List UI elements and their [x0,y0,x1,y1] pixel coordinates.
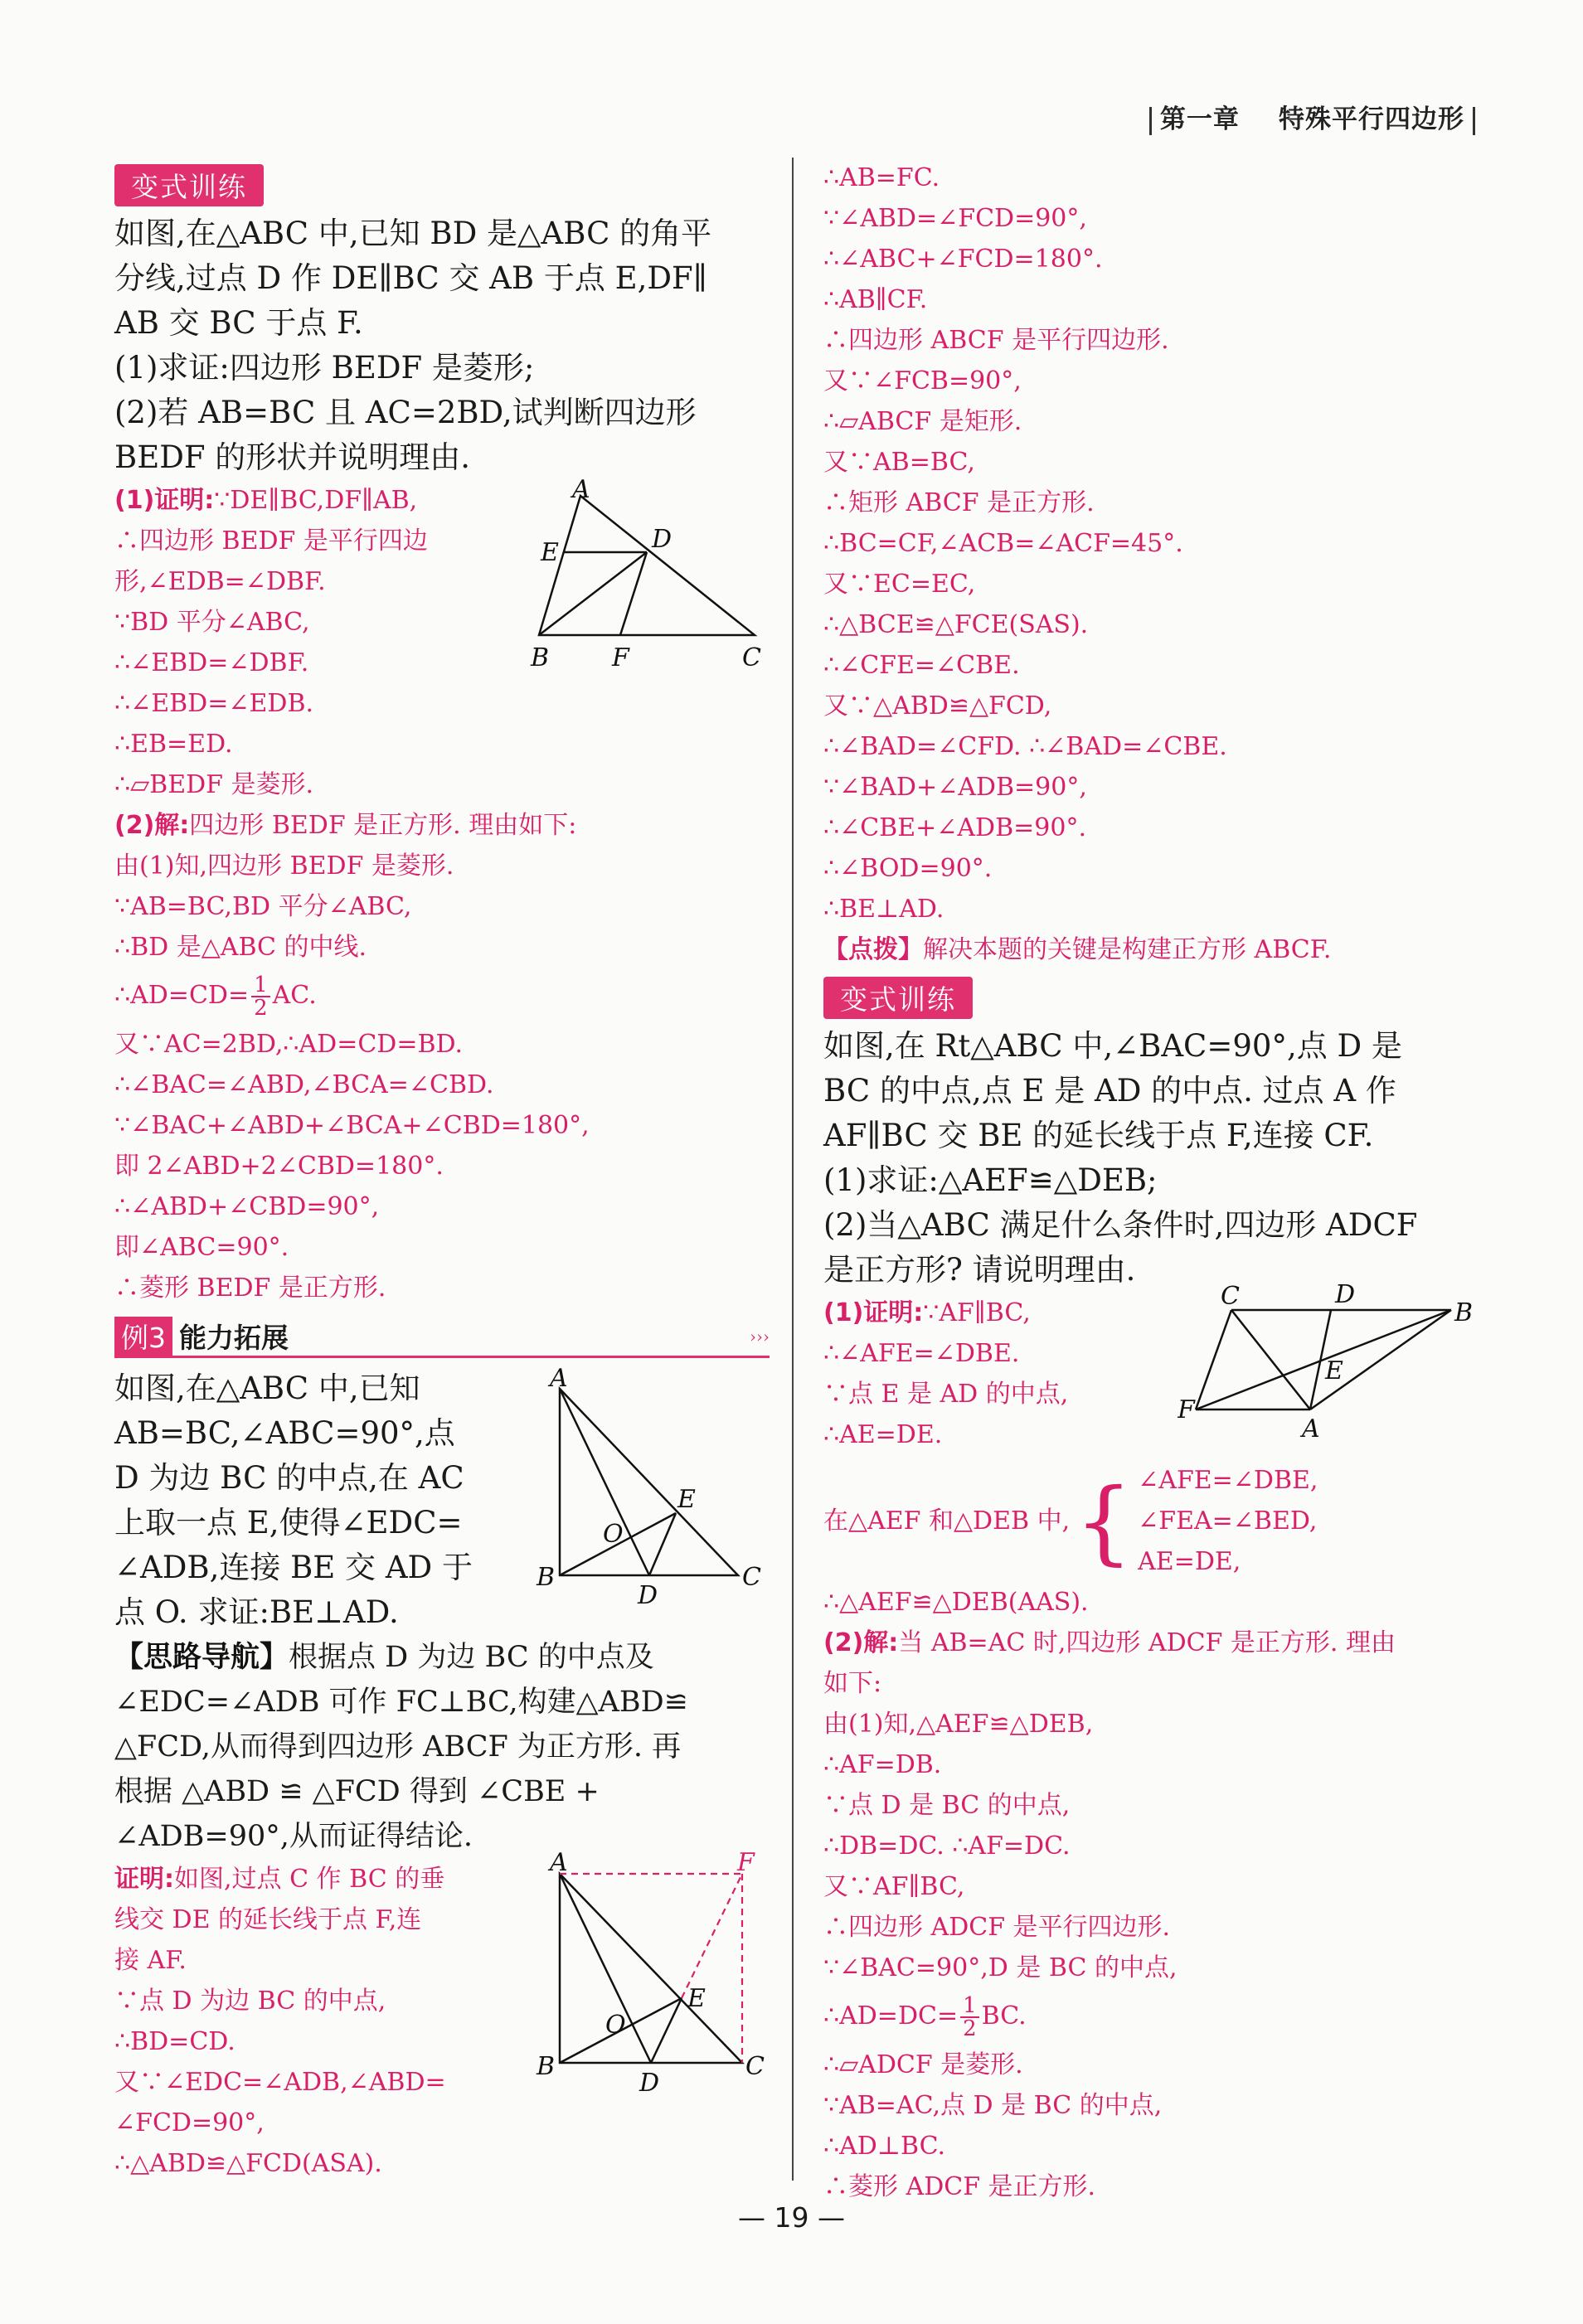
figure-label: C [742,1563,761,1592]
question-line: 是正方形? 请说明理由. [823,1252,1136,1288]
question-line: 分线,过点 D 作 DE∥BC 交 AB 于点 E,DF∥ [114,260,707,296]
proof-line: ∴BD=CD. [114,2027,236,2056]
answer-line: ∴四边形 BEDF 是平行四边 [114,526,428,556]
answer-line: 由(1)知,四边形 BEDF 是菱形. [114,851,454,881]
guide-line: 根据点 D 为边 BC 的中点及 [289,1641,654,1674]
proof-line: ∴∠ABC+∠FCD=180°. [823,245,1103,274]
answer-line: 如下: [823,1669,882,1698]
proof-line: 又∵∠EDC=∠ADB,∠ABD= [114,2068,446,2097]
brace-system [823,1460,1479,1582]
answer-line: ∴四边形 ADCF 是平行四边形. [823,1913,1171,1942]
proof-line: 接 AF. [114,1946,187,1975]
question-line: ∠ADB,连接 BE 交 AD 于 [114,1550,473,1585]
figure-label: O [603,1520,624,1549]
proof-line: ∴△BCE≌△FCE(SAS). [823,610,1089,639]
page-number: — 19 — [738,2201,845,2234]
figure-label: E [687,1984,706,2013]
brace-icon: { [1075,1468,1134,1574]
proof-line: ∵∠ABD=∠FCD=90°, [823,204,1087,233]
proof-line: ∴AB∥CF. [823,285,928,314]
question-line: AF∥BC 交 BE 的延长线于点 F,连接 CF. [823,1118,1374,1153]
fraction: $\frac{1}{2}$ [960,1995,979,2040]
answer-label: (1)证明: [823,1298,924,1327]
answer-line: ∵点 D 是 BC 的中点, [823,1791,1071,1820]
answer-line: 由(1)知,△AEF≌△DEB, [823,1710,1094,1739]
figure-label: A [550,1849,568,1877]
proof-line: ∴△ABD≌△FCD(ASA). [114,2149,382,2178]
proof-3-continued [823,158,1479,929]
answer-label: (2)解: [114,811,190,840]
answer-line: ∴▱ADCF 是菱形. [823,2050,1023,2079]
figure-label: C [745,2052,765,2081]
figure-example3 [535,1368,771,1608]
brace-line: ∠AFE=∠DBE, [1138,1466,1318,1495]
answer-line: ∴∠BAC=∠ABD,∠BCA=∠CBD. [114,1070,494,1099]
figure-label: B [1454,1298,1474,1327]
variant-training-tag: 变式训练 [114,164,264,206]
proof-line: 又∵AB=BC, [823,448,975,477]
figure-label: O [605,2011,626,2040]
brace-intro: 在△AEF 和△DEB 中, [823,1506,1071,1536]
answer-line: ∴AD=CD= [114,981,250,1010]
answer-line: BC. [981,2001,1027,2030]
figure-label: C [1221,1282,1240,1311]
chapter-label: 第一章 [1159,104,1240,134]
answer-line: ∴EB=ED. [114,730,233,759]
proof-line: 线交 DE 的延长线于点 F,连 [114,1905,422,1934]
answer-line: ∵BD 平分∠ABC, [114,608,310,637]
answer-line: ∴AE=DE. [823,1420,943,1449]
proof-line: ∴BE⊥AD. [823,895,944,924]
figure-label: B [537,1563,556,1592]
answer-line: 又∵AC=2BD,∴AD=CD=BD. [114,1030,464,1059]
figure-triangle-bedf [522,479,771,678]
proof-line: ∴∠CFE=∠CBE. [823,651,1020,680]
answer-line: ∴∠AFE=∠DBE. [823,1339,1020,1368]
figure-label: A [572,479,590,504]
figure-label: D [638,1581,658,1608]
figure-example3-aux [535,1849,771,2098]
answer-label: (2)解: [823,1628,899,1657]
example-title: 能力拓展 [179,1322,289,1354]
answer-line: ∴∠EBD=∠DBF. [114,648,309,677]
proof-line: 如图,过点 C 作 BC 的垂 [174,1865,445,1894]
variant-training-tag-2: 变式训练 [823,977,973,1019]
question-line: 点 O. 求证:BE⊥AD. [114,1594,399,1630]
figure-label: A [1302,1414,1320,1443]
brace-line: ∠FEA=∠BED, [1138,1506,1318,1536]
column-divider [792,158,794,2181]
answer-line: ∵点 E 是 AD 的中点, [823,1380,1069,1409]
answer-line: ∵AB=AC,点 D 是 BC 的中点, [823,2091,1163,2120]
proof-line: ∴∠BOD=90°. [823,854,993,883]
question-line: (1)求证:△AEF≌△DEB; [823,1162,1158,1198]
answer-line: ∴BD 是△ABC 的中线. [114,933,367,962]
answer-line: ∴∠EBD=∠EDB. [114,689,314,718]
question-line: (1)求证:四边形 BEDF 是菱形; [114,350,535,386]
figure-label: F [612,643,629,672]
chapter-header [1141,98,1483,135]
question-line: 如图,在△ABC 中,已知 BD 是△ABC 的角平 [114,216,712,251]
guide-label: 【思路导航】 [114,1641,289,1674]
figure-label: D [1335,1281,1356,1309]
figure-label: D [652,525,673,554]
answer-line: 又∵AF∥BC, [823,1872,965,1901]
proof-line: 又∵△ABD≌△FCD, [823,691,1052,720]
answer-line: ∴AD=DC= [823,2001,959,2030]
answer-line: ∴AD⊥BC. [823,2132,946,2161]
answer-line: 四边形 BEDF 是正方形. 理由如下: [189,811,577,840]
figure-label: E [541,538,559,567]
question-line: D 为边 BC 的中点,在 AC [114,1460,464,1496]
proof-line: ∵点 D 为边 BC 的中点, [114,1987,386,2016]
brace-line: AE=DE, [1138,1547,1241,1576]
answer-line: ∴▱BEDF 是菱形. [114,770,314,799]
proof-line: ∵∠BAD+∠ADB=90°, [823,773,1087,802]
question-line: AB 交 BC 于点 F. [114,305,363,341]
answer-line: ∴AF=DB. [823,1750,942,1779]
proof-line: 又∵∠FCB=90°, [823,366,1022,395]
answer-line: 形,∠EDB=∠DBF. [114,567,326,596]
answer-line: 当 AB=AC 时,四边形 ADCF 是正方形. 理由 [898,1628,1396,1657]
proof-line: ∴▱ABCF 是矩形. [823,407,1022,436]
answer-line: ∵AF∥BC, [923,1298,1031,1327]
arrows-icon: ››› [750,1326,770,1346]
figure-label: F [1178,1395,1195,1424]
answer-line: ∴DB=DC. ∴AF=DC. [823,1832,1071,1861]
answer-line: ∴△AEF≌△DEB(AAS). [823,1588,1089,1617]
proof-line: ∠FCD=90°, [114,2108,265,2137]
answer-line: ∴菱形 BEDF 是正方形. [114,1274,386,1303]
tip [823,929,1479,970]
guide [114,1635,770,1859]
answer-line: 即 2∠ABD+2∠CBD=180°. [114,1152,444,1181]
proof-line: 又∵EC=EC, [823,570,976,599]
proof-line: ∴∠BAD=∠CFD. ∴∠BAD=∠CBE. [823,732,1227,761]
figure-label: B [531,643,550,672]
answer-line: ∵∠BAC+∠ABD+∠BCA+∠CBD=180°, [114,1111,590,1140]
right-column [823,158,1479,2207]
tip-label: 【点拨】 [823,935,923,964]
figure-label: B [537,2052,556,2081]
answer-label: (1)证明: [114,486,215,515]
figure-label: F [737,1849,755,1877]
proof-line: ∴四边形 ABCF 是平行四边形. [823,326,1169,355]
proof-label: 证明: [114,1865,174,1894]
answer-line: ∵DE∥BC,DF∥AB, [214,486,418,515]
example-badge: 例3 [114,1317,172,1356]
figure-label: A [550,1368,568,1393]
answer-line: AC. [272,981,317,1010]
question-line: 上取一点 E,使得∠EDC= [114,1505,463,1540]
answer-line: ∴∠ABD+∠CBD=90°, [114,1192,380,1221]
figure-label: E [677,1485,696,1514]
answer-line: ∵∠BAC=90°,D 是 BC 的中点, [823,1953,1178,1982]
question-line: BC 的中点,点 E 是 AD 的中点. 过点 A 作 [823,1073,1396,1109]
answer-line: ∵AB=BC,BD 平分∠ABC, [114,892,412,921]
question-line: 如图,在△ABC 中,已知 [114,1371,420,1406]
figure-label: D [639,2069,660,2098]
answer-line: 即∠ABC=90°. [114,1233,289,1262]
question-line: BEDF 的形状并说明理由. [114,439,471,475]
proof-line: ∴BC=CF,∠ACB=∠ACF=45°. [823,529,1183,558]
question-1 [114,211,770,480]
brace-conditions [1138,1460,1318,1582]
tip-text: 解决本题的关键是构建正方形 ABCF. [923,935,1332,964]
question-2 [823,1024,1479,1293]
guide-line: △FCD,从而得到四边形 ABCF 为正方形. 再 [114,1730,682,1764]
proof-line: ∴∠CBE+∠ADB=90°. [823,813,1087,842]
proof-line: ∴矩形 ABCF 是正方形. [823,488,1095,517]
guide-line: ∠EDC=∠ADB 可作 FC⊥BC,构建△ABD≌ [114,1686,688,1719]
question-line: (2)若 AB=BC 且 AC=2BD,试判断四边形 [114,395,697,430]
example-3-header [114,1317,770,1358]
question-line: AB=BC,∠ABC=90°,点 [114,1415,455,1451]
guide-line: ∠ADB=90°,从而证得结论. [114,1820,473,1853]
figure-label: E [1325,1356,1343,1385]
figure-parallelogram [1178,1281,1476,1447]
answer-line: ∴菱形 ADCF 是正方形. [823,2172,1096,2201]
figure-label: C [742,643,761,672]
question-line: 如图,在 Rt△ABC 中,∠BAC=90°,点 D 是 [823,1028,1402,1064]
question-line: (2)当△ABC 满足什么条件时,四边形 ADCF [823,1207,1418,1243]
chapter-title: 特殊平行四边形 [1279,104,1464,134]
fraction: $\frac{1}{2}$ [251,974,270,1019]
proof-line: ∴AB=FC. [823,163,940,192]
guide-line: 根据 △ABD ≌ △FCD 得到 ∠CBE + [114,1775,600,1808]
